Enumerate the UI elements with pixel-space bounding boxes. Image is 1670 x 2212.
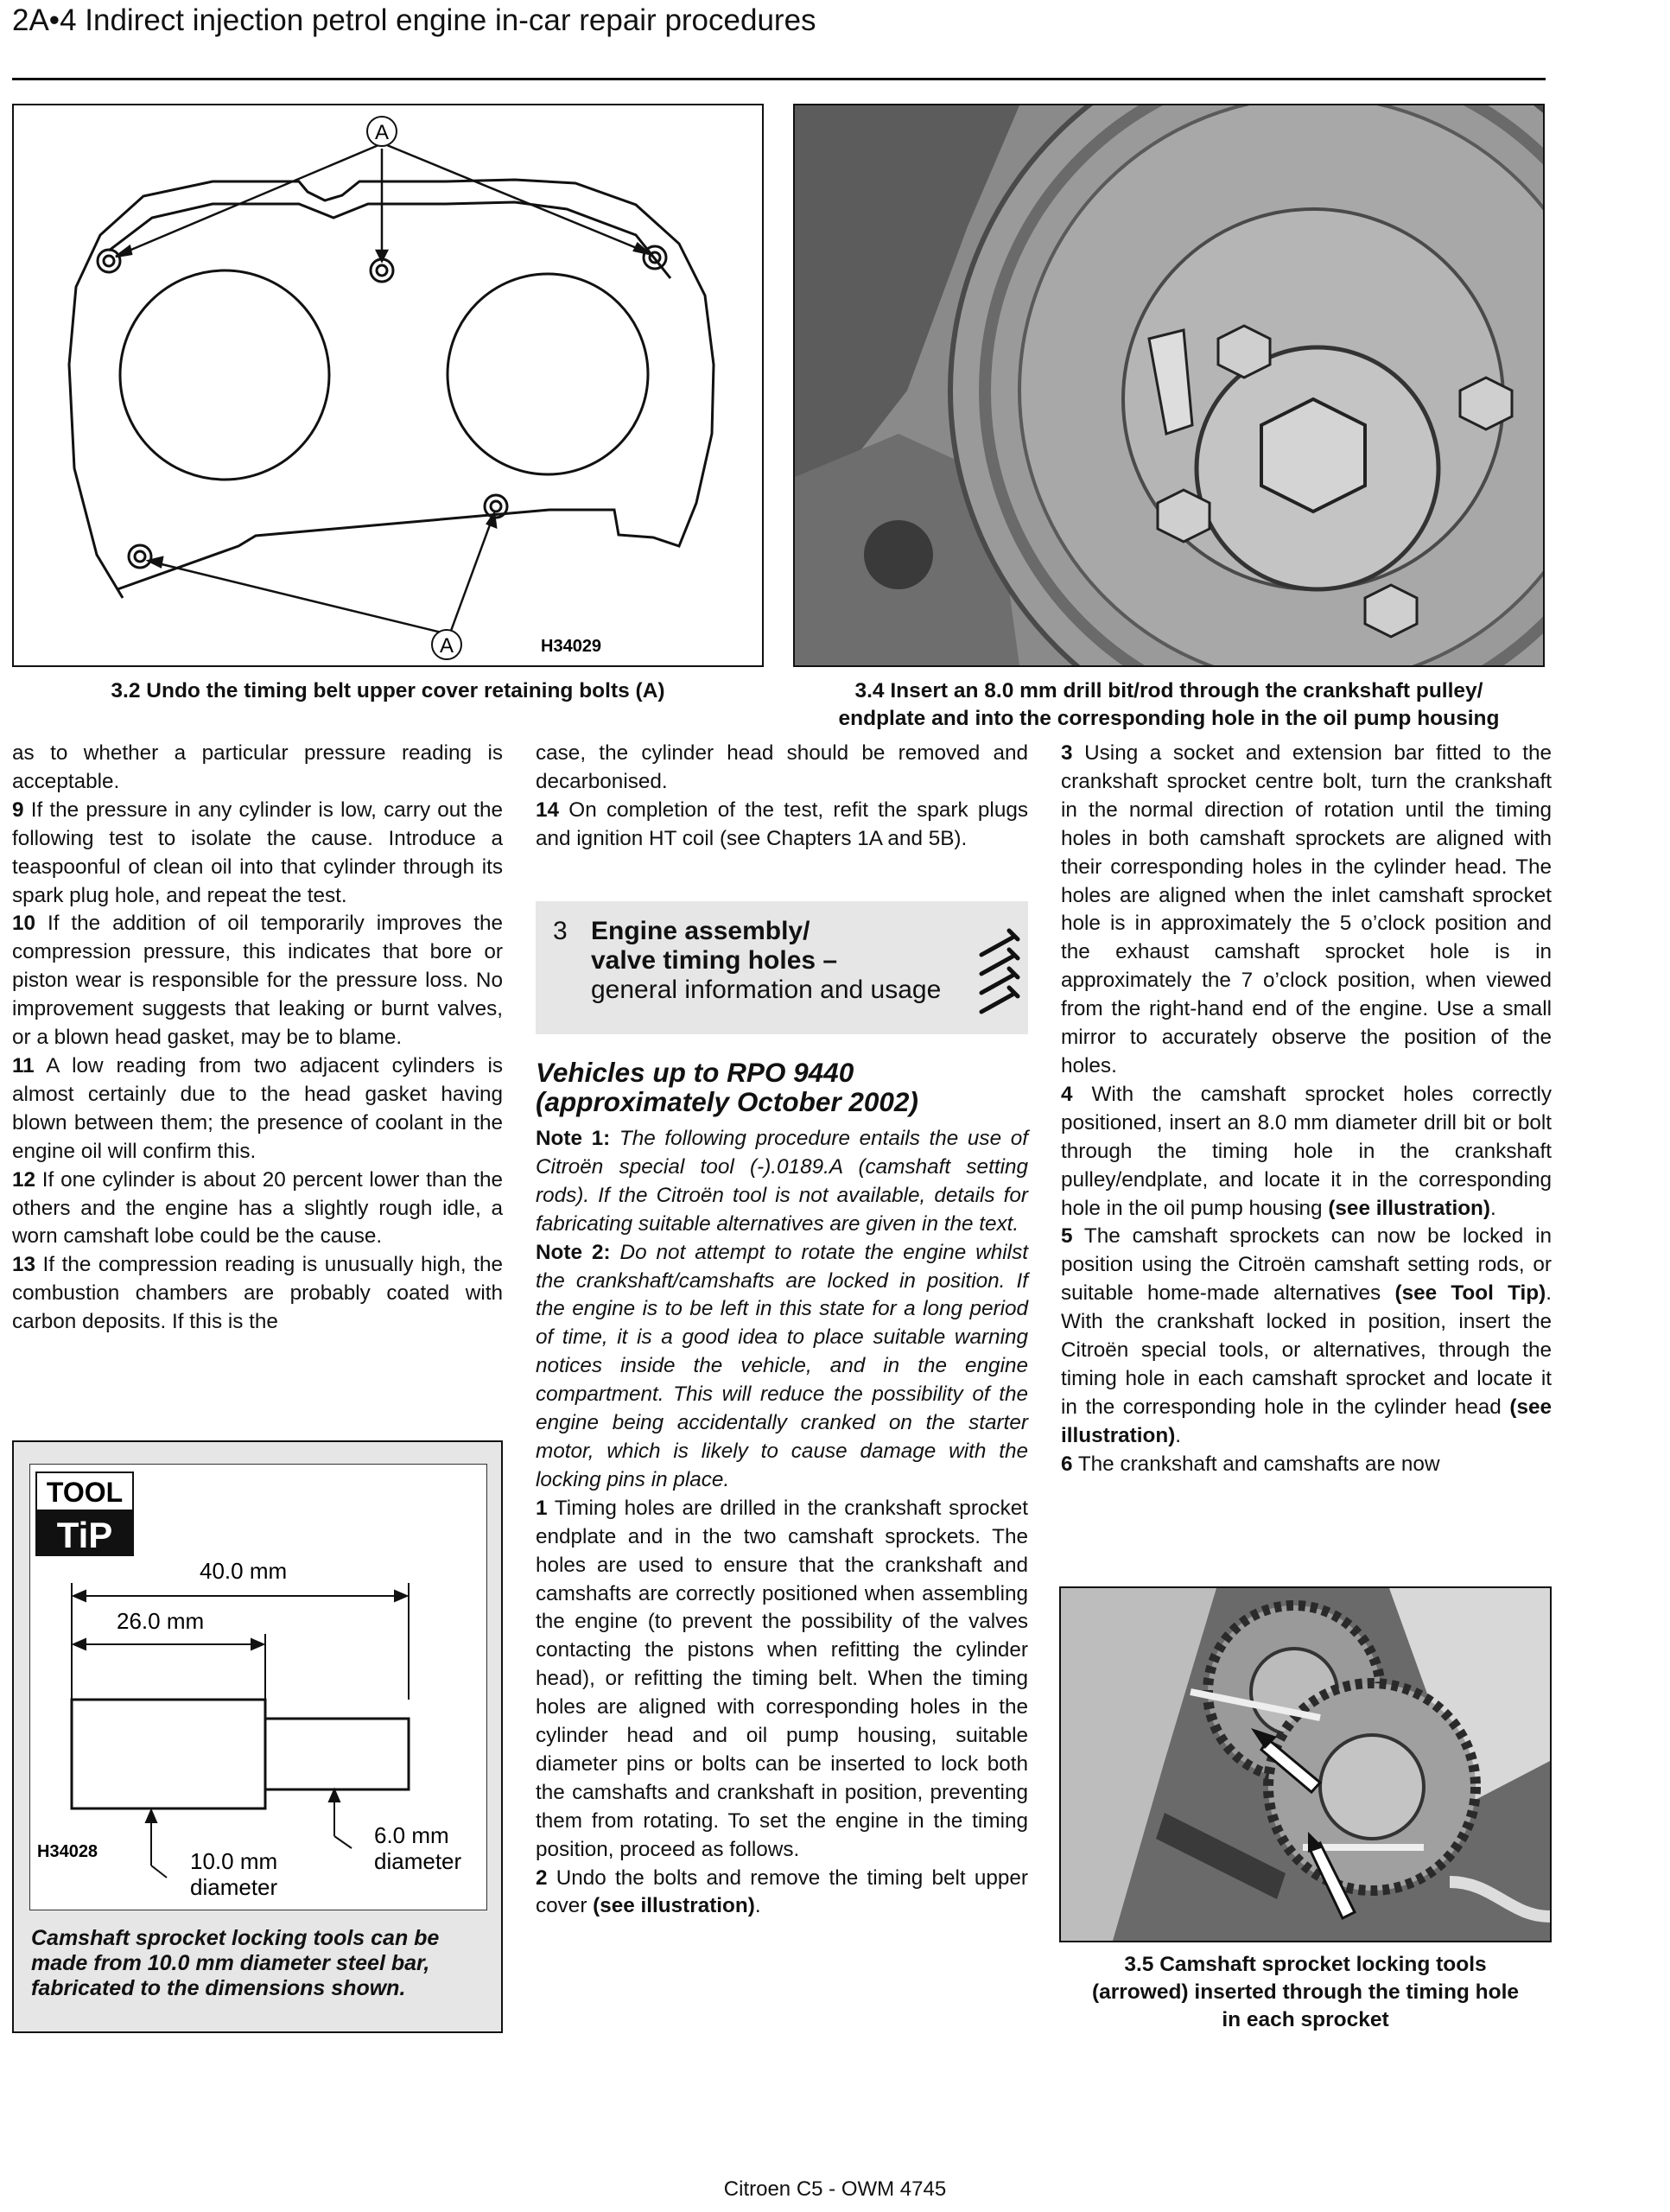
locking-tool-drawing [30, 1465, 486, 1909]
paragraph-text: The camshaft sprockets can now be locked in position using the Citroën camshaft setting rods, or suitable home-made alternatives [1061, 1224, 1552, 1306]
figure-3-2 [12, 104, 764, 667]
diameter-10mm-label-line2: diameter [190, 1874, 278, 1900]
paragraph-text: Undo the bolts and remove the timing belt upper cover [536, 1866, 1028, 1918]
tool-tip-badge-top: TOOL [46, 1477, 124, 1508]
header-rule [12, 78, 1546, 80]
paragraph-12 [12, 1166, 503, 1252]
paragraph: case, the cylinder head should be removed and decarbonised. [536, 741, 1028, 793]
figure-code: H34029 [541, 637, 602, 656]
diameter-6mm-label-line1: 6.0 mm [374, 1822, 449, 1848]
diameter-6mm-label-line2: diameter [374, 1848, 462, 1874]
subheading-line2: (approximately October 2002) [536, 1086, 918, 1117]
paragraph-text: A low reading from two adjacent cylinders is almost certainly due to the head gasket having blown between them; the presence of coolant in the engine oil will confirm this. [12, 1053, 503, 1163]
figure-3-5 [1059, 1586, 1552, 1942]
paragraph-text: If one cylinder is about 20 percent lower than the others and the engine has a slightly rough idle, a worn camshaft lobe could be the cause. [12, 1167, 503, 1249]
figure-3-5-caption-line1: 3.5 Camshaft sprocket locking tools [1124, 1953, 1487, 1976]
note-label: Note 1: [536, 1127, 611, 1150]
timing-cover-drawing [14, 105, 762, 665]
dimension-26mm-label: 26.0 mm [117, 1608, 205, 1634]
figure-3-4-caption-line2: endplate and into the corresponding hole in the oil pump housing [838, 707, 1500, 730]
paragraph-number: 4 [1061, 1082, 1073, 1106]
figure-3-5-caption-line3: in each sprocket [1222, 2008, 1389, 2031]
note-1 [536, 1125, 1028, 1239]
tool-tip-figure-code: H34028 [37, 1842, 98, 1861]
paragraph-text: On completion of the test, refit the spark plugs and ignition HT coil (see Chapters 1A and 5B). [536, 798, 1028, 850]
paragraph-1 [536, 1495, 1028, 1865]
paragraph-text: . With the crankshaft locked in position, insert the Citroën special tools, or alternatives, through the timing hole in each camshaft sprocket and locate it in the corresponding hole in the cylinder head [1061, 1281, 1552, 1419]
note-2 [536, 1239, 1028, 1495]
note-text: The following procedure entails the use of Citroën special tool (-).0189.A (camshaft setting rods). If the Citroën tool is not available, details for fabricating suitable alternatives are given in the text. [536, 1127, 1028, 1236]
crankshaft-pulley-photo [795, 105, 1543, 665]
section-title-line1: Engine assembly/ [591, 917, 810, 945]
paragraph-9 [12, 797, 503, 911]
paragraph-number: 12 [12, 1167, 36, 1192]
section-title-line2: valve timing holes – [591, 946, 838, 975]
paragraph-text: Using a socket and extension bar fitted to the crankshaft sprocket centre bolt, turn the crankshaft in the normal direction of rotation until the timing holes in both camshaft sprockets are aligned with their corresponding holes in the cylinder head. The holes are aligned when the inlet camshaft sprocket hole is in approximately the 5 o’clock position and the exhaust camshaft sprocket hole is in approximately the 7 o’clock position, when viewed from the right-hand end of the engine. Use a small mirror to accurately observe the position of the holes. [1061, 741, 1552, 1077]
figure-3-5-caption [1059, 1951, 1552, 2034]
paragraph: as to whether a particular pressure reading is acceptable. [12, 741, 503, 793]
paragraph-6 [1061, 1451, 1552, 1479]
difficulty-spanner-icon [975, 920, 1023, 1020]
paragraph-number: 2 [536, 1866, 548, 1890]
note-text: Do not attempt to rotate the engine whilst the crankshaft/camshafts are locked in position. If the engine is to be left in this state for a long period of time, it is a good idea to place suitable warning notices inside the vehicle, and in the engine compartment. This will reduce the possibility of the engine being accidentally cranked on the starter motor, which is likely to cause damage with the locking pins in place. [536, 1240, 1028, 1491]
illustration-reference: (see illustration) [593, 1894, 755, 1918]
paragraph-end: . [754, 1894, 761, 1918]
paragraph-5 [1061, 1223, 1552, 1450]
paragraph-11 [12, 1052, 503, 1166]
page-header-title: 2A•4 Indirect injection petrol engine in-car repair procedures [12, 3, 816, 37]
figure-3-4 [793, 104, 1545, 667]
paragraph-number: 3 [1061, 741, 1073, 765]
paragraph-number: 14 [536, 798, 560, 822]
subheading-line1: Vehicles up to RPO 9440 [536, 1057, 854, 1088]
section-title-line3: general information and usage [591, 976, 942, 1004]
tool-tip-caption: Camshaft sprocket locking tools can be made from 10.0 mm diameter steel bar, fabricated to the dimensions shown. [31, 1926, 440, 2000]
paragraph-13 [12, 1251, 503, 1337]
subheading [536, 1058, 1028, 1116]
paragraph-3 [1061, 740, 1552, 1081]
tool-tip-box [12, 1440, 503, 2033]
figure-3-2-caption: 3.2 Undo the timing belt upper cover retaining bolts (A) [111, 679, 665, 702]
section-heading-box [536, 901, 1028, 1034]
paragraph-end: . [1175, 1423, 1182, 1447]
paragraph-number: 13 [12, 1253, 36, 1277]
paragraph-text: With the camshaft sprocket holes correctly positioned, insert an 8.0 mm diameter drill bit or bolt through the timing hole in the crankshaft pulley/endplate, and locate it in the corresponding hole in the oil pump housing [1061, 1082, 1552, 1220]
tool-tip-badge-bottom: TiP [56, 1515, 113, 1555]
diameter-10mm-label-line1: 10.0 mm [190, 1848, 278, 1874]
camshaft-sprocket-photo [1061, 1588, 1550, 1941]
note-label: Note 2: [536, 1240, 611, 1264]
text-column-3 [1061, 740, 1552, 1479]
paragraph-text: The crankshaft and camshafts are now [1072, 1452, 1440, 1476]
paragraph-text: Timing holes are drilled in the crankshaft sprocket endplate and in the two camshaft sprockets. The holes are used to ensure that the crankshaft and camshafts are correctly positioned when assembling the engine (to prevent the possibility of the valves contacting the pistons when refitting the cylinder head), or refitting the timing belt. When the timing holes are aligned with corresponding holes in the cylinder head and oil pump housing, suitable diameter pins or bolts can be inserted to lock both the camshafts and crankshaft in position, preventing them from rotating. To set the engine in the timing position, proceed as follows. [536, 1496, 1028, 1861]
figure-3-5-caption-line2: (arrowed) inserted through the timing hole [1091, 1980, 1520, 2004]
section-number: 3 [553, 917, 568, 945]
paragraph-14 [536, 797, 1028, 854]
paragraph-text: If the compression reading is unusually high, the combustion chambers are probably coated with carbon deposits. If this is the [12, 1253, 503, 1334]
paragraph-number: 9 [12, 798, 24, 822]
tool-tip-reference: (see Tool Tip) [1394, 1281, 1546, 1306]
text-column-2-bottom [536, 1125, 1028, 1921]
paragraph-end: . [1490, 1196, 1496, 1220]
figure-3-4-caption [793, 677, 1545, 733]
paragraph-2 [536, 1865, 1028, 1922]
paragraph-text: If the addition of oil temporarily improves the compression pressure, this indicates that bore or piston wear is responsible for the pressure loss. No improvement suggests that leaking or burnt valves, or a blown head gasket, may be to blame. [12, 912, 503, 1050]
paragraph-number: 6 [1061, 1452, 1073, 1476]
paragraph-number: 11 [12, 1053, 35, 1077]
section-title [591, 917, 941, 1005]
dimension-40mm-label: 40.0 mm [200, 1558, 288, 1584]
text-column-1 [12, 740, 503, 1337]
callout-label-a-top: A [374, 121, 390, 144]
paragraph-number: 10 [12, 912, 36, 936]
illustration-reference: (see illustration) [1328, 1196, 1490, 1220]
paragraph-number: 5 [1061, 1224, 1073, 1249]
paragraph-number: 1 [536, 1496, 548, 1520]
illustration-reference: (see illustration) [1061, 1395, 1552, 1447]
page-footer: Citroen C5 - OWM 4745 [723, 2177, 947, 2201]
paragraph-10 [12, 910, 503, 1052]
paragraph-4 [1061, 1081, 1552, 1224]
callout-label-a-bottom: A [439, 634, 454, 658]
tool-tip-diagram [29, 1464, 487, 1910]
text-column-2-top [536, 740, 1028, 854]
paragraph-text: If the pressure in any cylinder is low, carry out the following test to isolate the cause. Introduce a teaspoonful of clean oil into that cylinder through its spark plug hole, and repeat the test. [12, 798, 503, 907]
figure-3-4-caption-line1: 3.4 Insert an 8.0 mm drill bit/rod through the crankshaft pulley/ [854, 679, 1483, 702]
